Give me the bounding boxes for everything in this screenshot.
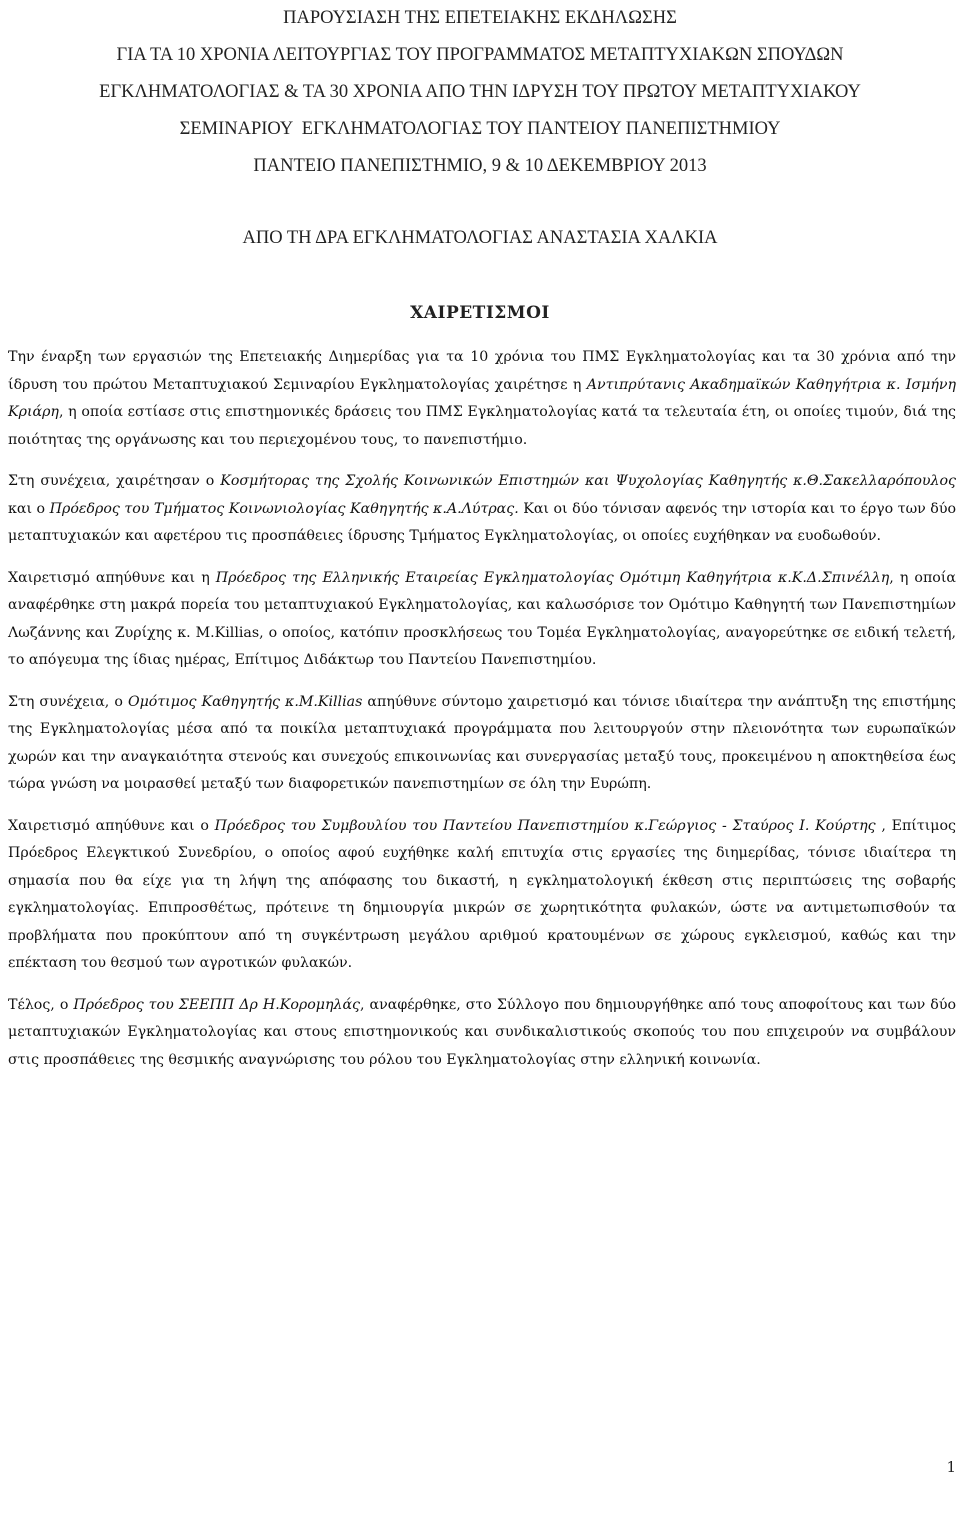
paragraph-text: Χαιρετισμό απηύθυνε και ο [8, 817, 215, 834]
paragraph-text: και ο [8, 500, 50, 517]
paragraph [8, 689, 956, 799]
paragraph-text: , αναφέρθηκε, στο Σύλλογο που δημιουργήθηκε από τους αποφοίτους και των δύο μεταπτυχιακών Εγκληματολογίας και στους επιστημονικούς και συνδικαλιστικούς σκοπούς του που επιχειρούν να συμβάλουν στις προσπάθειες της θεσμικής αναγνώρισης του ρόλου του Εγκληματολογίας στην ελληνική κοινωνία. [8, 996, 956, 1068]
paragraph-text: , η οποία εστίασε στις επιστημονικές δράσεις του ΠΜΣ Εγκληματολογίας κατά τα τελευταία έτη, οι οποίες τιμούν, διά της ποιότητας της οργάνωσης και του περιεχομένου τους, το πανεπιστήμιο. [8, 404, 956, 448]
title-line: ΣΕΜΙΝΑΡΙΟΥ ΕΓΚΛΗΜΑΤΟΛΟΓΙΑΣ ΤΟΥ ΠΑΝΤΕΙΟΥ ΠΑΝΕΠΙΣΤΗΜΙΟΥ [179, 119, 781, 139]
paragraph-text: Τέλος, ο [8, 996, 74, 1013]
title-block [0, 0, 960, 185]
page-number: 1 [946, 1458, 956, 1476]
italic-name-text: Ομότιμος Καθηγητής κ.Μ.Killias [127, 693, 363, 710]
section-heading: ΧΑΙΡΕΤΙΣΜΟΙ [410, 303, 550, 323]
paragraph [8, 468, 956, 551]
title-line: ΠΑΡΟΥΣΙΑΣΗ ΤΗΣ ΕΠΕΤΕΙΑΚΗΣ ΕΚΔΗΛΩΣΗΣ [283, 8, 677, 28]
paragraph-text: Και οι δύο τόνισαν αφενός την ιστορία και το έργο των δύο μεταπτυχιακών και αφετέρου τις προσπάθειες ίδρυσης Τμήματος Εγκληματολογίας, οι οποίες ευχήθηκαν να ευοδωθούν. [8, 500, 957, 544]
paragraph-text: Στη συνέχεια, ο [8, 693, 128, 710]
title-line: ΕΓΚΛΗΜΑΤΟΛΟΓΙΑΣ & ΤΑ 30 ΧΡΟΝΙΑ ΑΠΟ ΤΗΝ ΙΔΡΥΣΗ ΤΟΥ ΠΡΩΤΟΥ ΜΕΤΑΠΤΥΧΙΑΚΟΥ [99, 82, 861, 102]
paragraph-text: Την έναρξη των εργασιών της Επετειακής Διημερίδας για τα 10 χρόνια του ΠΜΣ Εγκληματολογίας και τα 30 χρόνια από την ίδρυση του πρώτου Μεταπτυχιακού Σεμιναρίου Εγκληματολογίας χαιρέτησε η [8, 349, 956, 393]
title-line: ΠΑΝΤΕΙΟ ΠΑΝΕΠΙΣΤΗΜΙΟ, 9 & 10 ΔΕΚΕΜΒΡΙΟΥ 2013 [253, 156, 707, 176]
paragraph [8, 813, 956, 978]
paragraph-text: Χαιρετισμό απηύθυνε και η [8, 569, 216, 586]
title-line: ΓΙΑ ΤΑ 10 ΧΡΟΝΙΑ ΛΕΙΤΟΥΡΓΙΑΣ ΤΟΥ ΠΡΟΓΡΑΜΜΑΤΟΣ ΜΕΤΑΠΤΥΧΙΑΚΩΝ ΣΠΟΥΔΩΝ [116, 45, 844, 65]
paragraph-text: , η οποία αναφέρθηκε στη μακρά πορεία του μεταπτυχιακού Εγκληματολογίας, και καλωσόρισε τον Ομότιμο Καθηγητή των Πανεπιστημίων Λωζάννης και Ζυρίχης κ. M.Killias, ο οποίος, κατόπιν προσκλήσεως του Τομέα Εγκληματολογίας, αναγορεύτηκε σε ειδική τελετή, το απόγευμα της ίδιας ημέρας, Επίτιμος Διδάκτωρ του Παντείου Πανεπιστημίου. [8, 569, 956, 668]
paragraph [8, 344, 956, 454]
paragraph-text: Στη συνέχεια, χαιρέτησαν ο [8, 473, 221, 489]
body-text [8, 344, 956, 1088]
paragraph [8, 565, 956, 675]
italic-name-text: Πρόεδρος του Συμβουλίου του Παντείου Πανεπιστημίου κ.Γεώργιος - Σταύρος Ι. Κούρτης [214, 817, 876, 834]
paragraph-text: απηύθυνε σύντομο χαιρετισμό και τόνισε ιδιαίτερα την ανάπτυξη της επιστήμης της Εγκληματολογίας μέσα από τα ποικίλα μεταπτυχιακά προγράμματα που λειτουργούν στην πλειονότητα των ευρωπαϊκών χωρών και την αναγκαιότητα στενούς και συνεχούς επικοινωνίας και συνεργασίας μεταξύ τους, προκειμένου η αποκτηθείσα έως τώρα γνώση να μοιρασθεί μεταξύ των διαφορετικών πανεπιστημίων σε όλη την Ευρώπη. [8, 693, 956, 792]
paragraph [8, 992, 956, 1075]
italic-name-text: Πρόεδρος του ΣΕΕΠΠ Δρ Η.Κορομηλάς [73, 996, 361, 1013]
author-line: ΑΠΟ ΤΗ ΔΡΑ ΕΓΚΛΗΜΑΤΟΛΟΓΙΑΣ ΑΝΑΣΤΑΣΙΑ ΧΑΛΚΙΑ [242, 228, 718, 248]
italic-name-text: Πρόεδρος του Τμήματος Κοινωνιολογίας Καθηγητής κ.Α.Λύτρας. [49, 500, 519, 517]
paragraph-text: , Επίτιμος Πρόεδρος Ελεγκτικού Συνεδρίου, ο οποίος αφού ευχήθηκε καλή επιτυχία στις εργασίες της διημερίδας, τόνισε ιδιαίτερα τη σημασία που θα είχε για τη λήψη της απόφασης του δικαστή, η εγκληματολογική έκθεση στις περιπτώσεις της σοβαρής εγκληματολογίας. Επιπροσθέτως, πρότεινε τη δημιουργία μικρών σε χωρητικότητα φυλακών, ώστε να αντιμετωπισθούν τα προβλήματα που προκύπτουν από τη συγκέντρωση μεγάλου αριθμού κρατουμένων σε χώρους εγκλεισμού, καθώς και την επέκταση του θεσμού των αγροτικών φυλακών. [8, 817, 956, 971]
italic-name-text: Αντιπρύτανις Ακαδημαϊκών Καθηγήτρια κ. Ισμήνη Κριάρη [8, 376, 956, 420]
italic-name-text: Πρόεδρος της Ελληνικής Εταιρείας Εγκληματολογίας Ομότιμη Καθηγήτρια κ.Κ.Δ.Σπινέλλη [215, 569, 890, 586]
italic-name-text: Κοσμήτορας της Σχολής Κοινωνικών Επιστημών και Ψυχολογίας Καθηγητής κ.Θ.Σακελλαρόπουλος [220, 473, 956, 489]
